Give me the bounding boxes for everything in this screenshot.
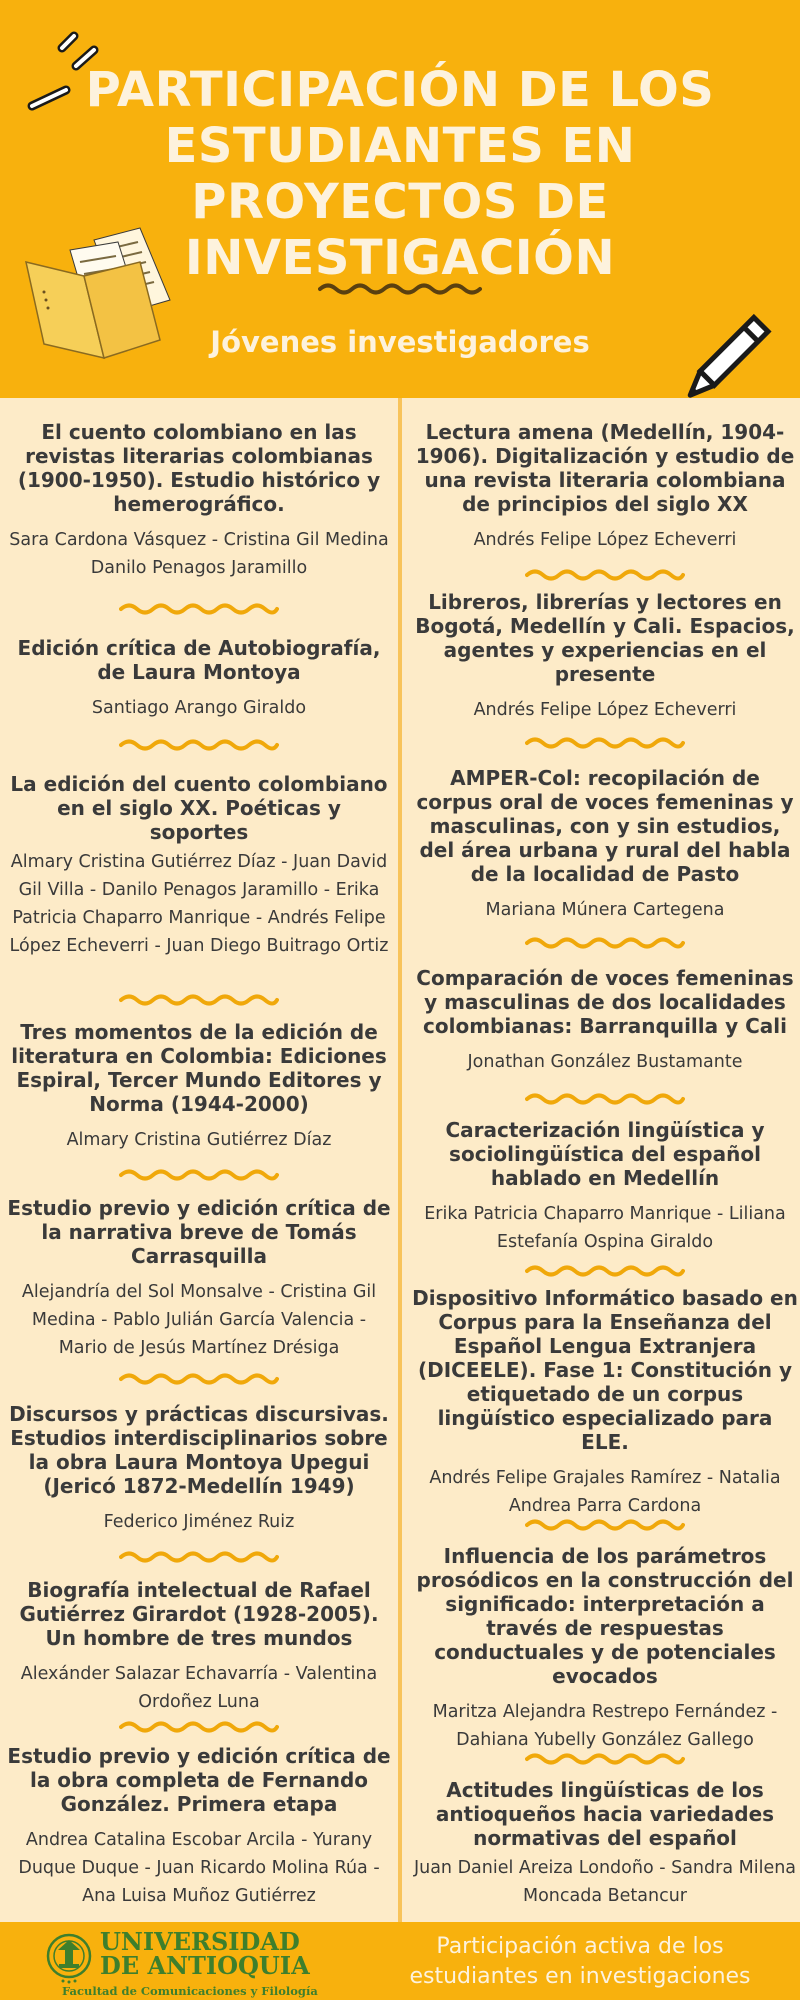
project-card: [6, 1402, 392, 1536]
university-seal-icon: [44, 1930, 94, 1986]
subtitle: Jóvenes investigadores: [210, 325, 590, 359]
project-card: [6, 1196, 392, 1362]
squiggle-divider: [119, 738, 279, 752]
project-title: AMPER-Col: recopilación de corpus oral de voces femeninas y masculinas, con y sin estudios, del área urbana y rural del habla de la localidad de Pasto: [416, 766, 794, 886]
project-card: [412, 966, 798, 1076]
project-authors: Almary Cristina Gutiérrez Díaz - Juan David Gil Villa - Danilo Penagos Jaramillo - Erika Patricia Chaparro Manrique - Andrés Felipe López Echeverri - Juan Diego Buitrago Ortiz: [9, 852, 389, 956]
project-authors: Andrés Felipe López Echeverri: [473, 530, 737, 550]
project-card: [412, 1118, 798, 1256]
squiggle-divider: [525, 1092, 685, 1106]
project-authors: Andrea Catalina Escobar Arcila - Yurany Duque Duque - Juan Ricardo Molina Rúa - Ana Luisa Muñoz Gutiérrez: [18, 1830, 380, 1906]
project-card: [6, 420, 392, 582]
squiggle-divider: [119, 1550, 279, 1564]
project-title: Caracterización lingüística y sociolingüística del español hablado en Medellín: [445, 1118, 765, 1190]
university-name-line1: UNIVERSIDAD: [100, 1927, 300, 1956]
project-title: Estudio previo y edición crítica de la obra completa de Fernando González. Primera etapa: [7, 1744, 391, 1816]
university-name-line2: DE ANTIOQUIA: [100, 1951, 310, 1980]
pencil-icon: [668, 298, 786, 416]
project-card: [412, 590, 798, 724]
project-card: [6, 1578, 392, 1716]
project-card: [412, 420, 798, 554]
page-title: PARTICIPACIÓN DE LOS ESTUDIANTES EN PROYECTOS DE INVESTIGACIÓN: [85, 62, 715, 286]
project-authors: Jonathan González Bustamante: [467, 1052, 743, 1072]
squiggle-divider: [525, 936, 685, 950]
project-title: Biografía intelectual de Rafael Gutiérrez Girardot (1928-2005). Un hombre de tres mundos: [19, 1578, 379, 1650]
project-card: [412, 766, 798, 924]
squiggle-divider: [119, 1372, 279, 1386]
project-title: Influencia de los parámetros prosódicos en la construcción del significado: interpretación a través de respuestas conductuales y de potenciales evocados: [416, 1544, 794, 1688]
project-authors: Almary Cristina Gutiérrez Díaz: [66, 1130, 332, 1150]
title-squiggle: [318, 282, 482, 296]
project-authors: Mariana Múnera Cartegena: [485, 900, 725, 920]
squiggle-divider: [525, 736, 685, 750]
project-authors: Sara Cardona Vásquez - Cristina Gil Medina Danilo Penagos Jaramillo: [9, 530, 389, 578]
squiggle-divider: [119, 1720, 279, 1734]
faculty-name: Facultad de Comunicaciones y Filología: [62, 1984, 318, 1998]
project-authors: Santiago Arango Giraldo: [91, 698, 307, 718]
project-card: [6, 1744, 392, 1910]
project-authors: Maritza Alejandra Restrepo Fernández - Dahiana Yubelly González Gallego: [432, 1702, 778, 1750]
project-card: [6, 1020, 392, 1154]
project-title: Lectura amena (Medellín, 1904-1906). Digitalización y estudio de una revista literaria colombiana de principios del siglo XX: [415, 420, 795, 516]
project-card: [6, 772, 392, 960]
project-authors: Federico Jiménez Ruiz: [103, 1512, 295, 1532]
university-name: [100, 1927, 310, 1980]
project-title: Estudio previo y edición crítica de la narrativa breve de Tomás Carrasquilla: [7, 1196, 391, 1268]
squiggle-divider: [525, 1264, 685, 1278]
project-title: Edición crítica de Autobiografía, de Laura Montoya: [17, 636, 381, 684]
project-authors: Alexánder Salazar Echavarría - Valentina Ordoñez Luna: [20, 1664, 378, 1712]
project-title: Actitudes lingüísticas de los antioqueños hacia variedades normativas del español: [435, 1778, 775, 1850]
footer-caption: Participación activa de los estudiantes en investigaciones: [409, 1934, 751, 1989]
project-title: Dispositivo Informático basado en Corpus para la Enseñanza del Español Lengua Extranjera (DICEELE). Fase 1: Constitución y etiquetado de un corpus lingüístico especializado para ELE.: [412, 1286, 798, 1454]
squiggle-divider: [119, 602, 279, 616]
project-title: Discursos y prácticas discursivas. Estudios interdisciplinarios sobre la obra Laura Montoya Upegui (Jericó 1872-Medellín 1949): [9, 1402, 389, 1498]
project-authors: Andrés Felipe López Echeverri: [473, 700, 737, 720]
footer: [0, 1922, 800, 2000]
project-card: [6, 636, 392, 722]
squiggle-divider: [525, 1518, 685, 1532]
squiggle-divider: [119, 1168, 279, 1182]
project-authors: Alejandría del Sol Monsalve - Cristina Gil Medina - Pablo Julián García Valencia - Mario de Jesús Martínez Drésiga: [21, 1282, 377, 1358]
project-card: [412, 1286, 798, 1520]
squiggle-divider: [119, 993, 279, 1007]
squiggle-divider: [525, 1752, 685, 1766]
project-card: [412, 1544, 798, 1754]
column-divider: [398, 398, 402, 1922]
project-title: Tres momentos de la edición de literatura en Colombia: Ediciones Espiral, Tercer Mundo Editores y Norma (1944-2000): [11, 1020, 387, 1116]
project-authors: Erika Patricia Chaparro Manrique - Liliana Estefanía Ospina Giraldo: [424, 1204, 786, 1252]
project-authors: Andrés Felipe Grajales Ramírez - Natalia Andrea Parra Cardona: [429, 1468, 781, 1516]
project-card: [412, 1778, 798, 1910]
project-title: Libreros, librerías y lectores en Bogotá, Medellín y Cali. Espacios, agentes y experiencias en el presente: [415, 590, 795, 686]
header: [0, 0, 800, 398]
project-title: Comparación de voces femeninas y masculinas de dos localidades colombianas: Barranquilla y Cali: [416, 966, 794, 1038]
project-authors: Juan Daniel Areiza Londoño - Sandra Milena Moncada Betancur: [413, 1858, 797, 1906]
project-title: El cuento colombiano en las revistas literarias colombianas (1900-1950). Estudio histórico y hemerográfico.: [17, 420, 381, 516]
squiggle-divider: [525, 568, 685, 582]
project-title: La edición del cuento colombiano en el siglo XX. Poéticas y soportes: [10, 772, 388, 844]
